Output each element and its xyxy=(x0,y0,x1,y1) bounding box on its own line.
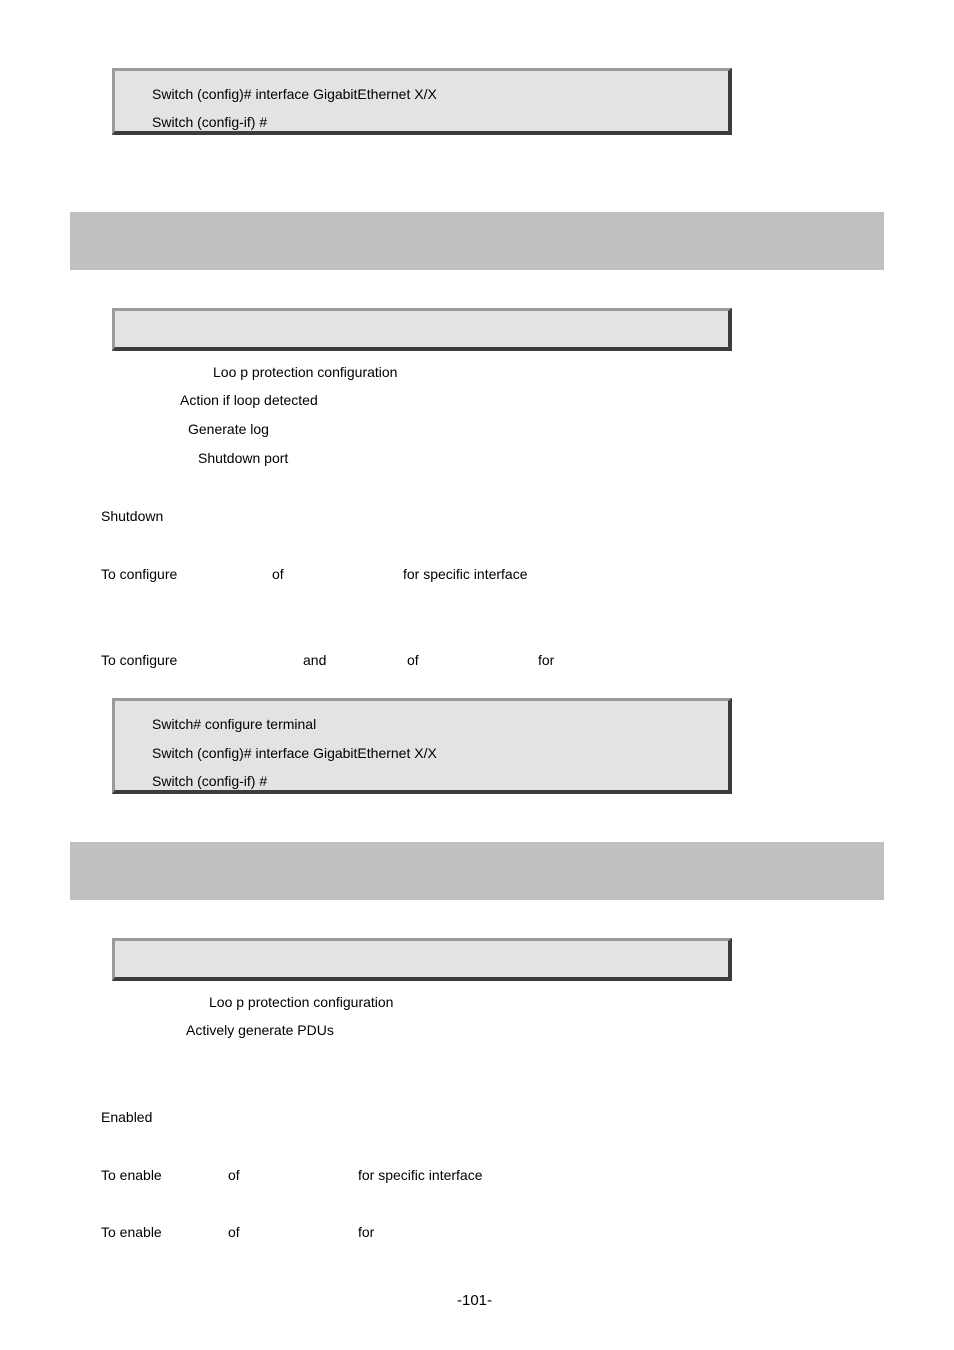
code-box-interface xyxy=(112,68,732,135)
usage-text: of xyxy=(228,1224,240,1240)
usage-text: of xyxy=(407,652,419,668)
usage-text: To enable xyxy=(101,1167,162,1183)
usage-text: of xyxy=(272,566,284,582)
param-shutdown-port: Shutdown port xyxy=(198,450,289,466)
code-line: Switch (config-if) # xyxy=(152,114,268,130)
usage-text: and xyxy=(303,652,327,668)
command-syntax-box xyxy=(112,308,732,351)
usage-text: for specific interface xyxy=(403,566,528,582)
param-actively-generate: Actively generate PDUs xyxy=(186,1022,334,1038)
param-title: Loo p protection configuration xyxy=(213,364,398,380)
code-line: Switch (config)# interface GigabitEthernet X/X xyxy=(152,86,437,102)
code-box-example xyxy=(112,698,732,794)
default-value: Shutdown xyxy=(101,508,164,524)
section-heading-band xyxy=(70,842,884,900)
usage-text: for xyxy=(358,1224,375,1240)
command-syntax-box xyxy=(112,938,732,981)
usage-text: for xyxy=(538,652,555,668)
usage-text: of xyxy=(228,1167,240,1183)
usage-text: To configure xyxy=(101,652,178,668)
page-number: -101- xyxy=(457,1292,493,1309)
usage-text: for specific interface xyxy=(358,1167,483,1183)
param-action: Action if loop detected xyxy=(180,392,318,408)
section-heading-band xyxy=(70,212,884,270)
param-title: Loo p protection configuration xyxy=(209,994,394,1010)
usage-text: To enable xyxy=(101,1224,162,1240)
code-line: Switch# configure terminal xyxy=(152,716,317,732)
code-line: Switch (config-if) # xyxy=(152,773,268,789)
usage-text: To configure xyxy=(101,566,178,582)
default-value: Enabled xyxy=(101,1109,153,1125)
param-generate-log: Generate log xyxy=(188,421,269,437)
code-line: Switch (config)# interface GigabitEthernet X/X xyxy=(152,745,437,761)
